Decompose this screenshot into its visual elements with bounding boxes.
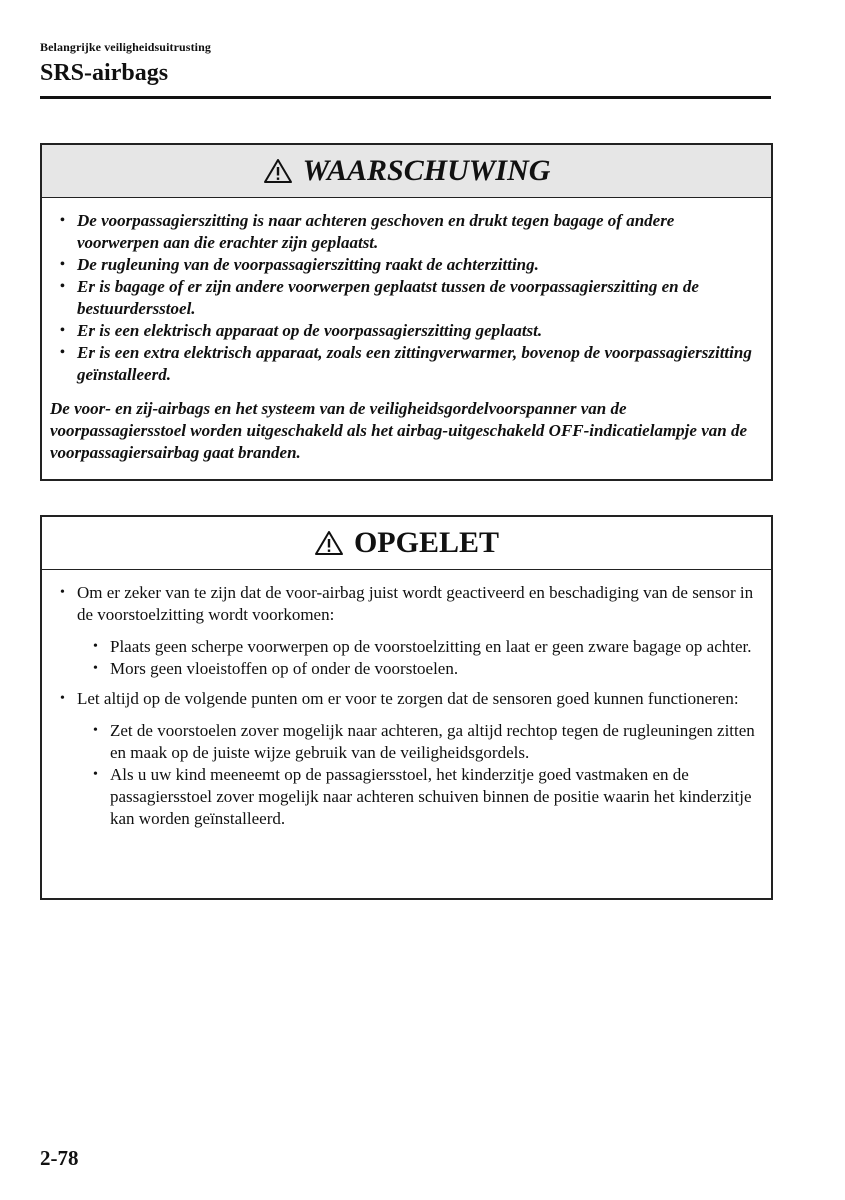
list-item <box>60 688 759 830</box>
page-number: 2-78 <box>40 1146 79 1170</box>
list-item: • Er is een elektrisch apparaat op de voorpassagierszitting geplaatst. <box>60 320 759 342</box>
caution-triangle-icon <box>314 529 344 557</box>
caution-list <box>60 582 759 830</box>
warning-note: De voor- en zij-airbags en het systeem van de veiligheidsgordelvoorspanner van de voorpassagiersstoel worden uitgeschakeld als het airbag-uitgeschakeld OFF-indicatielampje van de voorpassagiersairbag gaat branden. <box>50 399 747 462</box>
caution-sub-list <box>77 636 759 680</box>
page-title: SRS-airbags <box>40 60 169 86</box>
sub-list-item: • Als u uw kind meeneemt op de passagiersstoel, het kinderzitje goed vastmaken en de passagiersstoel zover mogelijk naar achteren schuiven binnen de positie waarin het kinderzitje kan worden geïnstalleerd. <box>77 764 759 830</box>
warning-header <box>42 145 771 198</box>
title-rule <box>40 96 771 99</box>
warning-triangle-icon <box>263 157 293 185</box>
sub-list-item: • Plaats geen scherpe voorwerpen op de voorstoelzitting en laat er geen zware bagage op achter. <box>77 636 759 658</box>
list-item: • Er is bagage of er zijn andere voorwerpen geplaatst tussen de voorpassagierszitting en de bestuurdersstoel. <box>60 276 759 320</box>
caution-sub-list <box>77 720 759 830</box>
caution-item-text: Let altijd op de volgende punten om er voor te zorgen dat de sensoren goed kunnen functioneren: <box>77 689 739 708</box>
sub-list-item: • Mors geen vloeistoffen op of onder de voorstoelen. <box>77 658 759 680</box>
caution-title: OPGELET <box>353 526 500 559</box>
caution-body <box>42 570 771 830</box>
sub-list-item: • Zet de voorstoelen zover mogelijk naar achteren, ga altijd rechtop tegen de rugleuningen zitten en maak op de juiste wijze gebruik van de veiligheidsgordels. <box>77 720 759 764</box>
warning-box <box>40 143 773 481</box>
warning-body <box>42 198 771 464</box>
list-item: • De voorpassagierszitting is naar achteren geschoven en drukt tegen bagage of andere voorwerpen aan die erachter zijn geplaatst. <box>60 210 759 254</box>
caution-item-text: Om er zeker van te zijn dat de voor-airbag juist wordt geactiveerd en beschadiging van de sensor in de voorstoelzitting wordt voorkomen: <box>77 583 754 624</box>
section-label: Belangrijke veiligheidsuitrusting <box>40 40 211 54</box>
list-item: • De rugleuning van de voorpassagierszitting raakt de achterzitting. <box>60 254 759 276</box>
warning-list <box>60 210 759 386</box>
warning-title: WAARSCHUWING <box>302 154 551 187</box>
list-item: • Er is een extra elektrisch apparaat, zoals een zittingverwarmer, bovenop de voorpassagierszitting geïnstalleerd. <box>60 342 759 386</box>
list-item <box>60 582 759 680</box>
caution-header <box>42 517 771 570</box>
caution-box <box>40 515 773 900</box>
